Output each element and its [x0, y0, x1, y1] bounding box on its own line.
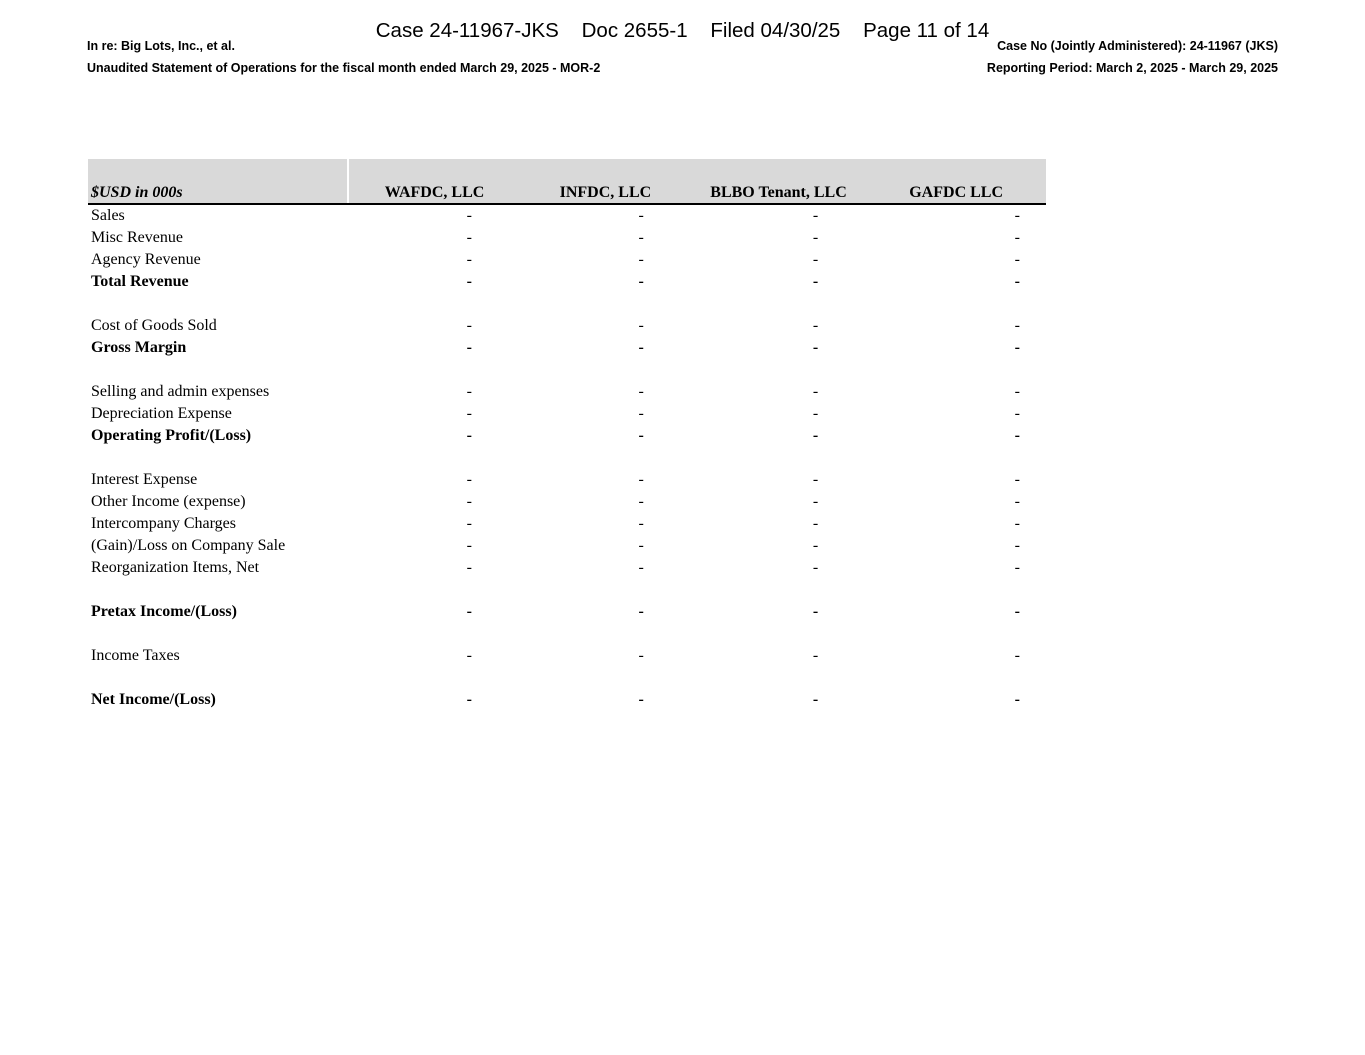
cell-value: -: [1014, 251, 1020, 268]
cell-value: -: [466, 647, 472, 664]
cell-value: -: [812, 691, 819, 708]
column-header-infdc: INFDC, LLC: [520, 159, 691, 204]
row-label: Reorganization Items, Net: [91, 559, 260, 576]
cell-value: -: [466, 251, 472, 268]
row-misc-revenue: [88, 227, 1046, 249]
cell-value: -: [1014, 647, 1020, 664]
row-label: Agency Revenue: [91, 251, 201, 268]
cell-value: -: [812, 229, 819, 246]
cell-value: -: [1014, 691, 1020, 708]
spacer-cell: [88, 623, 1046, 645]
spacer-row: [88, 623, 1046, 645]
row-operating-profit: [88, 425, 1046, 447]
cell-value: -: [638, 471, 644, 488]
row-intercompany-charges: [88, 513, 1046, 535]
cell-value: -: [638, 273, 644, 290]
statement-of-operations-table: [88, 159, 1046, 711]
row-label: Operating Profit/(Loss): [91, 427, 252, 444]
cell-value: -: [638, 229, 644, 246]
cell-value: -: [638, 427, 644, 444]
cell-value: -: [466, 691, 472, 708]
cell-value: -: [812, 273, 819, 290]
cell-value: -: [812, 603, 819, 620]
row-label: Intercompany Charges: [91, 515, 236, 532]
cell-value: -: [812, 207, 819, 224]
cell-value: -: [638, 383, 644, 400]
court-filing-stamp: Case 24-11967-JKS Doc 2655-1 Filed 04/30/25 Page 11 of 14: [375, 19, 990, 42]
cell-value: -: [812, 251, 819, 268]
row-cost-of-goods-sold: [88, 315, 1046, 337]
row-label: Net Income/(Loss): [91, 691, 216, 708]
cell-value: -: [1014, 273, 1020, 290]
cell-value: -: [466, 339, 472, 356]
cell-value: -: [812, 537, 819, 554]
cell-value: -: [812, 317, 819, 334]
cell-value: -: [638, 207, 644, 224]
cell-value: -: [466, 229, 472, 246]
cell-value: -: [638, 493, 644, 510]
spacer-row: [88, 667, 1046, 689]
cell-value: -: [1014, 559, 1020, 576]
cell-value: -: [466, 317, 472, 334]
row-label: Gross Margin: [91, 339, 187, 356]
row-label: Other Income (expense): [91, 493, 246, 510]
cell-value: -: [466, 559, 472, 576]
cell-value: -: [466, 383, 472, 400]
cell-value: -: [812, 339, 819, 356]
cell-value: -: [638, 251, 644, 268]
spacer-row: [88, 579, 1046, 601]
cell-value: -: [1014, 603, 1020, 620]
row-label: Selling and admin expenses: [91, 383, 270, 400]
spacer-cell: [88, 359, 1046, 381]
unit-label: $USD in 000s: [88, 159, 348, 204]
row-interest-expense: [88, 469, 1046, 491]
cell-value: -: [1014, 229, 1020, 246]
spacer-row: [88, 359, 1046, 381]
row-net-income: [88, 689, 1046, 711]
cell-value: -: [638, 405, 644, 422]
cell-value: -: [812, 383, 819, 400]
case-title: In re: Big Lots, Inc., et al.: [87, 39, 235, 53]
cell-value: -: [466, 427, 472, 444]
cell-value: -: [466, 493, 472, 510]
row-pretax-income: [88, 601, 1046, 623]
cell-value: -: [812, 647, 819, 664]
reporting-period: Reporting Period: March 2, 2025 - March 29, 2025: [986, 61, 1278, 75]
row-label: Depreciation Expense: [91, 405, 232, 422]
row-depreciation-expense: [88, 403, 1046, 425]
cell-value: -: [638, 559, 644, 576]
row-selling-admin-expenses: [88, 381, 1046, 403]
cell-value: -: [1014, 537, 1020, 554]
cell-value: -: [812, 515, 819, 532]
cell-value: -: [466, 207, 472, 224]
cell-value: -: [812, 427, 819, 444]
column-header-gafdc: GAFDC LLC: [866, 159, 1046, 204]
spacer-row: [88, 293, 1046, 315]
cell-value: -: [638, 537, 644, 554]
table-header-row: [88, 159, 1046, 204]
cell-value: -: [466, 273, 472, 290]
row-agency-revenue: [88, 249, 1046, 271]
cell-value: -: [812, 405, 819, 422]
row-gross-margin: [88, 337, 1046, 359]
spacer-cell: [88, 579, 1046, 601]
cell-value: -: [638, 339, 644, 356]
cell-value: -: [1014, 207, 1020, 224]
cell-value: -: [466, 471, 472, 488]
cell-value: -: [1014, 493, 1020, 510]
column-header-wafdc: WAFDC, LLC: [348, 159, 520, 204]
row-sales: [88, 204, 1046, 227]
cell-value: -: [812, 493, 819, 510]
row-total-revenue: [88, 271, 1046, 293]
cell-value: -: [466, 537, 472, 554]
row-label: Misc Revenue: [91, 229, 183, 246]
cell-value: -: [638, 317, 644, 334]
cell-value: -: [1014, 383, 1020, 400]
row-other-income: [88, 491, 1046, 513]
spacer-row: [88, 447, 1046, 469]
row-label: Pretax Income/(Loss): [91, 603, 237, 620]
spacer-cell: [88, 447, 1046, 469]
row-reorganization-items: [88, 557, 1046, 579]
cell-value: -: [1014, 405, 1020, 422]
spacer-cell: [88, 667, 1046, 689]
spacer-cell: [88, 293, 1046, 315]
cell-value: -: [638, 691, 644, 708]
row-label: Interest Expense: [91, 471, 198, 488]
cell-value: -: [466, 405, 472, 422]
cell-value: -: [1014, 339, 1020, 356]
row-gain-loss-company-sale: [88, 535, 1046, 557]
row-label: Cost of Goods Sold: [91, 317, 217, 334]
column-header-blbo-tenant: BLBO Tenant, LLC: [691, 159, 866, 204]
cell-value: -: [466, 515, 472, 532]
cell-value: -: [1014, 471, 1020, 488]
row-label: Sales: [91, 207, 125, 224]
row-label: (Gain)/Loss on Company Sale: [91, 537, 286, 554]
cell-value: -: [1014, 515, 1020, 532]
cell-value: -: [466, 603, 472, 620]
cell-value: -: [812, 559, 819, 576]
cell-value: -: [1014, 317, 1020, 334]
cell-value: -: [638, 515, 644, 532]
cell-value: -: [812, 471, 819, 488]
row-label: Income Taxes: [91, 647, 180, 664]
row-income-taxes: [88, 645, 1046, 667]
case-number: Case No (Jointly Administered): 24-11967 (JKS): [997, 39, 1278, 53]
statement-title: Unaudited Statement of Operations for the fiscal month ended March 29, 2025 - MOR-2: [87, 61, 601, 75]
cell-value: -: [1014, 427, 1020, 444]
cell-value: -: [638, 603, 644, 620]
row-label: Total Revenue: [91, 273, 189, 290]
cell-value: -: [638, 647, 644, 664]
